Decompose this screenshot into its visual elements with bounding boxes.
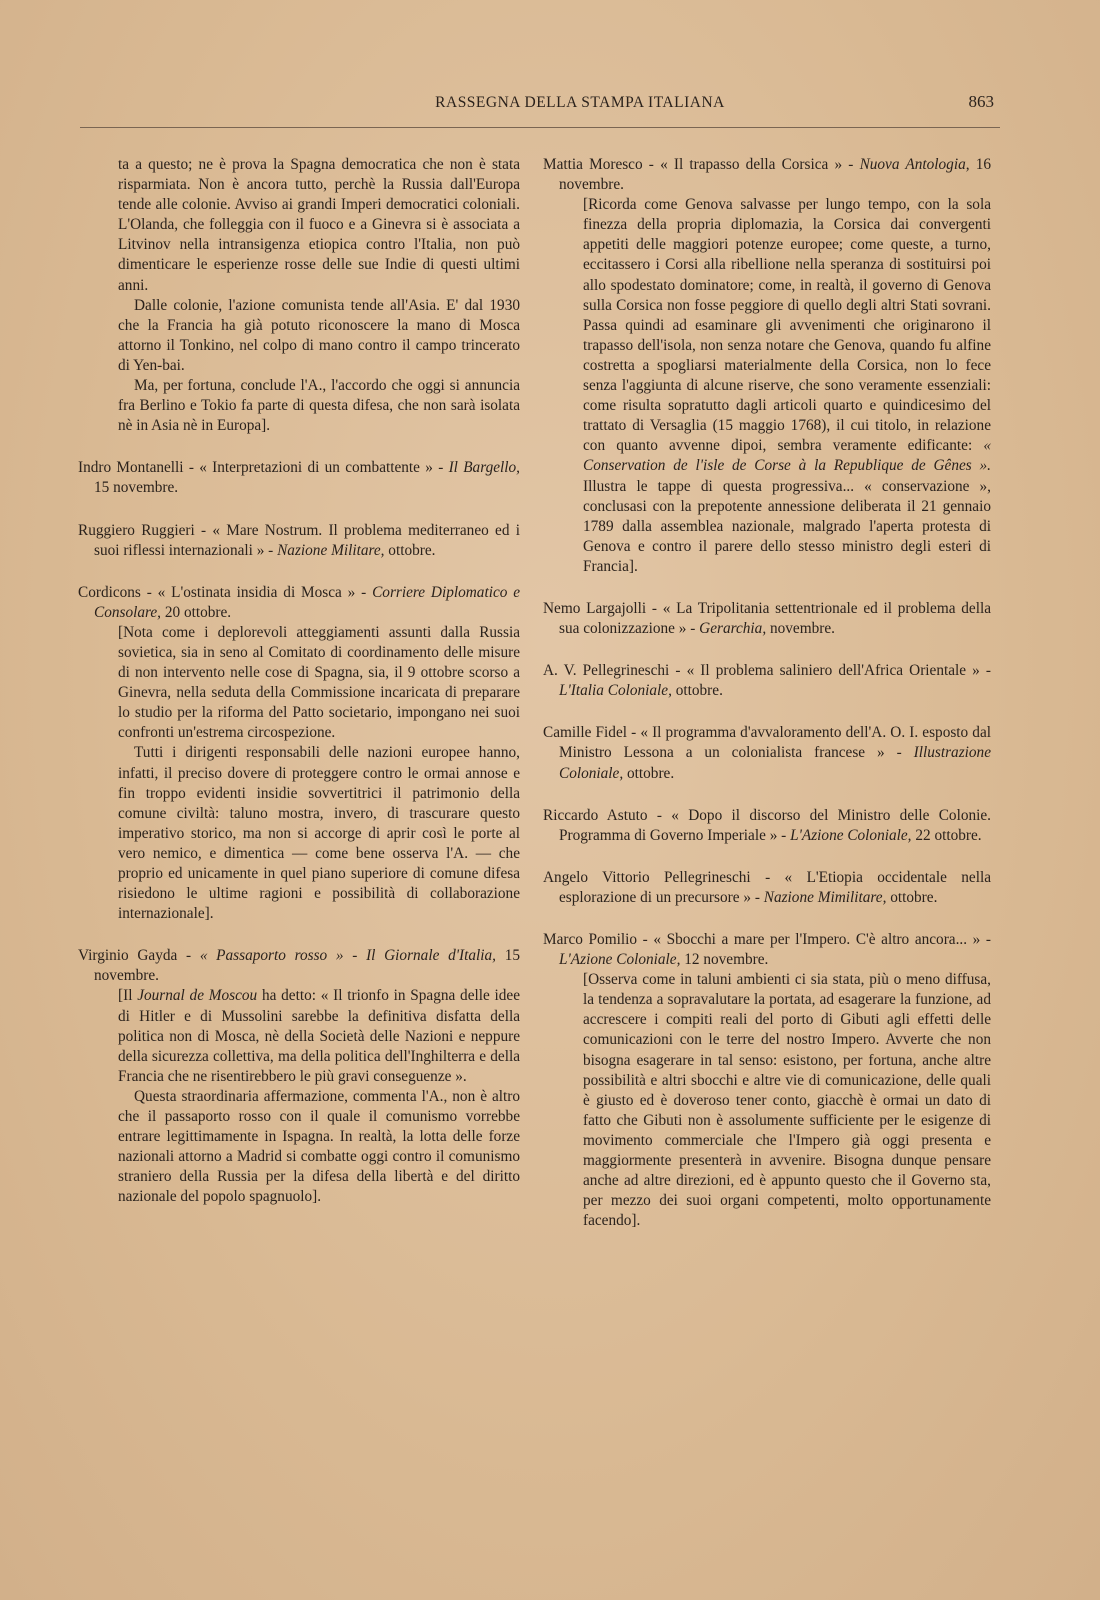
author: Marco Pomilio [543, 931, 637, 948]
note-paragraph [118, 986, 520, 1086]
date: 15 novembre. [94, 947, 520, 985]
author: Mattia Moresco [543, 156, 643, 173]
article-title: « Mare Nostrum. Il problema mediterraneo ed i suoi riflessi internazionali » [94, 521, 520, 559]
bibliography-entry [78, 583, 520, 925]
article-title: « Il programma d'avvaloramento dell'A. O. I. esposto dal Ministro Lessona a un colonialista francese » [559, 724, 991, 762]
author: Nemo Largajolli [543, 599, 647, 617]
source: L'Azione Coloniale, [559, 951, 681, 969]
entry-note [118, 986, 520, 1207]
citation: Riccardo Astuto - « Dopo il discorso del Ministro delle Colonie. Programma di Governo Imperiale » - L'Azione Coloniale, 22 ottobre. [543, 806, 991, 844]
citation: Indro Montanelli - « Interpretazioni di un combattente » - Il Bargello, 15 novembre. [78, 459, 520, 497]
lead-paragraph: Dalle colonie, l'azione comunista tende all'Asia. E' dal 1930 che la Francia ha già potuto riconoscere la mano di Mosca attorno il Tonkino, nel colpo di mano contro il campo trincerato di Yen-bai. [118, 296, 520, 374]
article-title: « L'ostinata insidia di Mosca » [157, 583, 356, 601]
note-paragraph: Questa straordinaria affermazione, commenta l'A., non è altro che il passaporto rosso con il quale il comunismo vorrebbe entrare legittimamente in Ispagna. In realtà, la lotta delle forze nazionali attorno a Madrid si combatte oggi contro il comunismo straniero della Russia per la difesa della libertà e del diritto nazionale del popolo spagnuolo]. [118, 1087, 520, 1206]
bibliography-entry [78, 946, 520, 1207]
citation: Nemo Largajolli - « La Tripolitania settentrionale ed il problema della sua colonizzazione » - Gerarchia, novembre. [543, 599, 991, 638]
header-rule [80, 127, 1000, 128]
citation: Camille Fidel - « Il programma d'avvaloramento dell'A. O. I. esposto dal Ministro Lessona a un colonialista francese » - Illustrazione Coloniale, ottobre. [543, 724, 991, 782]
note-paragraph [583, 195, 991, 577]
note-paragraph: [Osserva come in taluni ambienti ci sia stata, più o meno diffusa, la tendenza a sopravalutare la portata, ad esagerare la funzione, ad accrescere i compiti reali del porto di Gibuti agli effetti delle comunicazioni con le terre del nostro Impero. Avverte che non bisogna esagerare in tal senso: esistono, per fortuna, anche altre possibilità e altri sbocchi e altre vie di comunicazione, delle quali è giusto ed è doveroso tener conto, giacchè è ormai un dato di fatto che Gibuti non è assolumente sufficiente per le esigenze di movimento commerciale che l'Impero già oggi presenta e maggiormente presenterà in avvenire. Bisogna dunque pensare anche ad altre direzioni, ed è appunto questo che il Governo sta, per mezzo dei suoi organi competenti, molto opportunamente facendo]. [583, 971, 991, 1230]
source: Illustrazione Coloniale, [559, 744, 991, 782]
article-title: « Dopo il discorso del Ministro delle Colonie. Programma di Governo Imperiale » [559, 806, 991, 844]
article-title: « Il problema saliniero dell'Africa Orientale » [686, 662, 980, 680]
bibliography-entry [543, 661, 991, 701]
source: Il Giornale d'Italia, [366, 947, 496, 965]
source: Corriere Diplomatico e Consolare, [94, 583, 521, 621]
lead-continuation [118, 155, 520, 436]
left-column [78, 155, 520, 1230]
citation: Marco Pomilio - « Sbocchi a mare per l'Impero. C'è altro ancora... » - L'Azione Coloniale, 12 novembre. [543, 931, 992, 969]
bibliography-entry [543, 930, 991, 1231]
running-head: RASSEGNA DELLA STAMPA ITALIANA [435, 94, 725, 111]
note-text: ha detto: « Il trionfo in Spagna delle idee di Hitler e di Mussolini sarebbe la definitiva disfatta della politica non di Mosca, nè della Società delle Nazioni e neppure della sicurezza collettiva, ma della politica dell'Inghilterra e della Francia che ne risentirebbero le più gravi conseguenze ». [118, 987, 521, 1085]
source: Il Bargello, [448, 459, 520, 477]
date: 20 ottobre. [164, 603, 232, 621]
date: 16 novembre. [559, 156, 992, 194]
page-header [80, 92, 1000, 122]
bibliography-entry [543, 868, 991, 908]
author: Cordicons [78, 583, 141, 601]
entry-note [583, 970, 991, 1231]
source: Nazione Militare, [277, 541, 385, 559]
right-column [543, 155, 991, 1253]
source: L'Azione Coloniale, [790, 826, 912, 844]
date: novembre. [769, 620, 835, 638]
author: Virginio Gayda [78, 947, 178, 965]
note-paragraph: [Nota come i deplorevoli atteggiamenti assunti dalla Russia sovietica, sia in seno al Comitato di coordinamento delle misure di non intervento nelle cose di Spagna, sia, il 9 ottobre scorso a Ginevra, nella seduta della Commissione incaricata di preparare lo studio per la riforma del Patto societario, impongano nei suoi confronti un'estrema circospezione. [118, 623, 520, 742]
author: Angelo Vittorio Pellegrineschi [543, 868, 751, 886]
bibliography-entry [543, 723, 991, 783]
author: Ruggiero Ruggieri [78, 521, 195, 539]
date: 12 novembre. [684, 951, 769, 969]
bibliography-entry [543, 806, 991, 846]
citation: Virginio Gayda - « Passaporto rosso » - Il Giornale d'Italia, 15 novembre. [78, 947, 520, 985]
lead-paragraph: Ma, per fortuna, conclude l'A., l'accordo che oggi si annuncia fra Berlino e Tokio fa parte di questa difesa, che non sarà isolata nè in Asia nè in Europa]. [118, 377, 520, 435]
date: ottobre. [890, 888, 938, 906]
page-number: 863 [968, 92, 994, 111]
note-intro: [Il [118, 987, 133, 1005]
source: Gerarchia, [699, 620, 767, 638]
bibliography-entry [78, 458, 520, 498]
citation: A. V. Pellegrineschi - « Il problema saliniero dell'Africa Orientale » - L'Italia Coloniale, ottobre. [543, 662, 991, 700]
entry-note [118, 623, 520, 924]
entry-note [583, 195, 991, 577]
date: 15 novembre. [94, 479, 179, 497]
date: ottobre. [388, 541, 436, 559]
source: L'Italia Coloniale, [559, 682, 672, 700]
author: Camille Fidel [543, 724, 627, 742]
source: Nuova Antologia, [859, 156, 970, 173]
note-text: [Ricorda come Genova salvasse per lungo tempo, con la sola finezza della propria diplomazia, la Corsica dai convergenti appetiti delle maggiori potenze europee; come queste, a turno, eccitassero i Corsi alla ribellione nella speranza di sostituirsi poi allo spodestato dominatore; come, in realtà, il governo di Genova sulla Corsica non fosse peggiore di quello degli altri Stati sovrani. Passa quindi ad esaminare gli avvenimenti che originarono il trapasso dell'isola, non senza notare che Genova, quando fu alfine costretta a spogliarsi materialmente della Corsica, non lo fece senza l'aggiunta di alcune riserve, che sono veramente essenziali: come risulta sopratutto dagli articoli quarto e quindicesimo del trattato di Versaglia (15 maggio 1768), il cui titolo, in relazione con quanto avvenne dipoi, sembra veramente edificante: [583, 196, 991, 455]
note-paragraph: Tutti i dirigenti responsabili delle nazioni europee hanno, infatti, il preciso dovere di proteggere contro le ormai annose e fin troppo evidenti insidie sovvertitrici il patrimonio della comune civiltà: taluno mostra, invero, di trascurare questo imperativo storico, ma non si accorge di aprir così le porte al vero nemico, e dimentica — come bene osserva l'A. — che proprio ed unicamente in quel piano superiore di comune difesa risiedono le ultime ragioni e possibilità di collaborazione internazionale]. [118, 744, 520, 923]
bibliography-entry [543, 599, 991, 639]
article-title: « Passaporto rosso » [199, 947, 344, 965]
lead-paragraph: ta a questo; ne è prova la Spagna democratica che non è stata risparmiata. Non è ancora tutto, perchè la Russia dall'Europa tende alle colonie. Avviso ai grandi Imperi democratici coloniali. L'Olanda, che folleggia con il fuoco e a Ginevra si è associata a Litvinov nella intransigenza etiopica contro l'Italia, non può dimenticare le esperienze rosse delle sue Indie di questi ultimi anni. [118, 156, 520, 294]
source: Nazione Mimilitare, [763, 888, 887, 906]
author: Indro Montanelli [78, 459, 184, 477]
author: A. V. Pellegrineschi [543, 662, 670, 680]
author: Riccardo Astuto [543, 806, 648, 824]
citation: Ruggiero Ruggieri - « Mare Nostrum. Il problema mediterraneo ed i suoi riflessi internazionali » - Nazione Militare, ottobre. [78, 521, 520, 559]
article-title: « La Tripolitania settentrionale ed il problema della sua colonizzazione » [559, 599, 991, 638]
bibliography-entry [78, 521, 520, 561]
note-text: Illustra le tappe di questa progressiva... « conservazione », conclusasi con la prepotente annessione deliberata il 21 gennaio 1789 dalla assemblea nazionale, malgrado l'aperta protesta di Genova e contro il parere dello stesso ministro degli esteri di Francia]. [583, 477, 991, 575]
date: ottobre. [627, 764, 675, 782]
bibliography-entry [543, 155, 991, 577]
citation: Mattia Moresco - « Il trapasso della Corsica » - Nuova Antologia, 16 novembre. [543, 156, 992, 194]
citation: Angelo Vittorio Pellegrineschi - « L'Etiopia occidentale nella esplorazione di un precursore » - Nazione Mimilitare, ottobre. [543, 868, 991, 906]
article-title: « Sbocchi a mare per l'Impero. C'è altro ancora... » [653, 931, 981, 948]
note-quote: « Conservation de l'isle de Corse à la Republique de Gênes ». [583, 437, 991, 475]
article-title: « Interpretazioni di un combattente » [199, 459, 433, 477]
citation: Cordicons - « L'ostinata insidia di Mosca » - Corriere Diplomatico e Consolare, 20 ottobre. [78, 583, 521, 621]
note-journal: Journal de Moscou [137, 987, 258, 1005]
article-title: « L'Etiopia occidentale nella esplorazione di un precursore » [559, 868, 991, 906]
article-title: « Il trapasso della Corsica » [660, 156, 843, 173]
date: 22 ottobre. [915, 826, 982, 844]
date: ottobre. [675, 682, 723, 700]
